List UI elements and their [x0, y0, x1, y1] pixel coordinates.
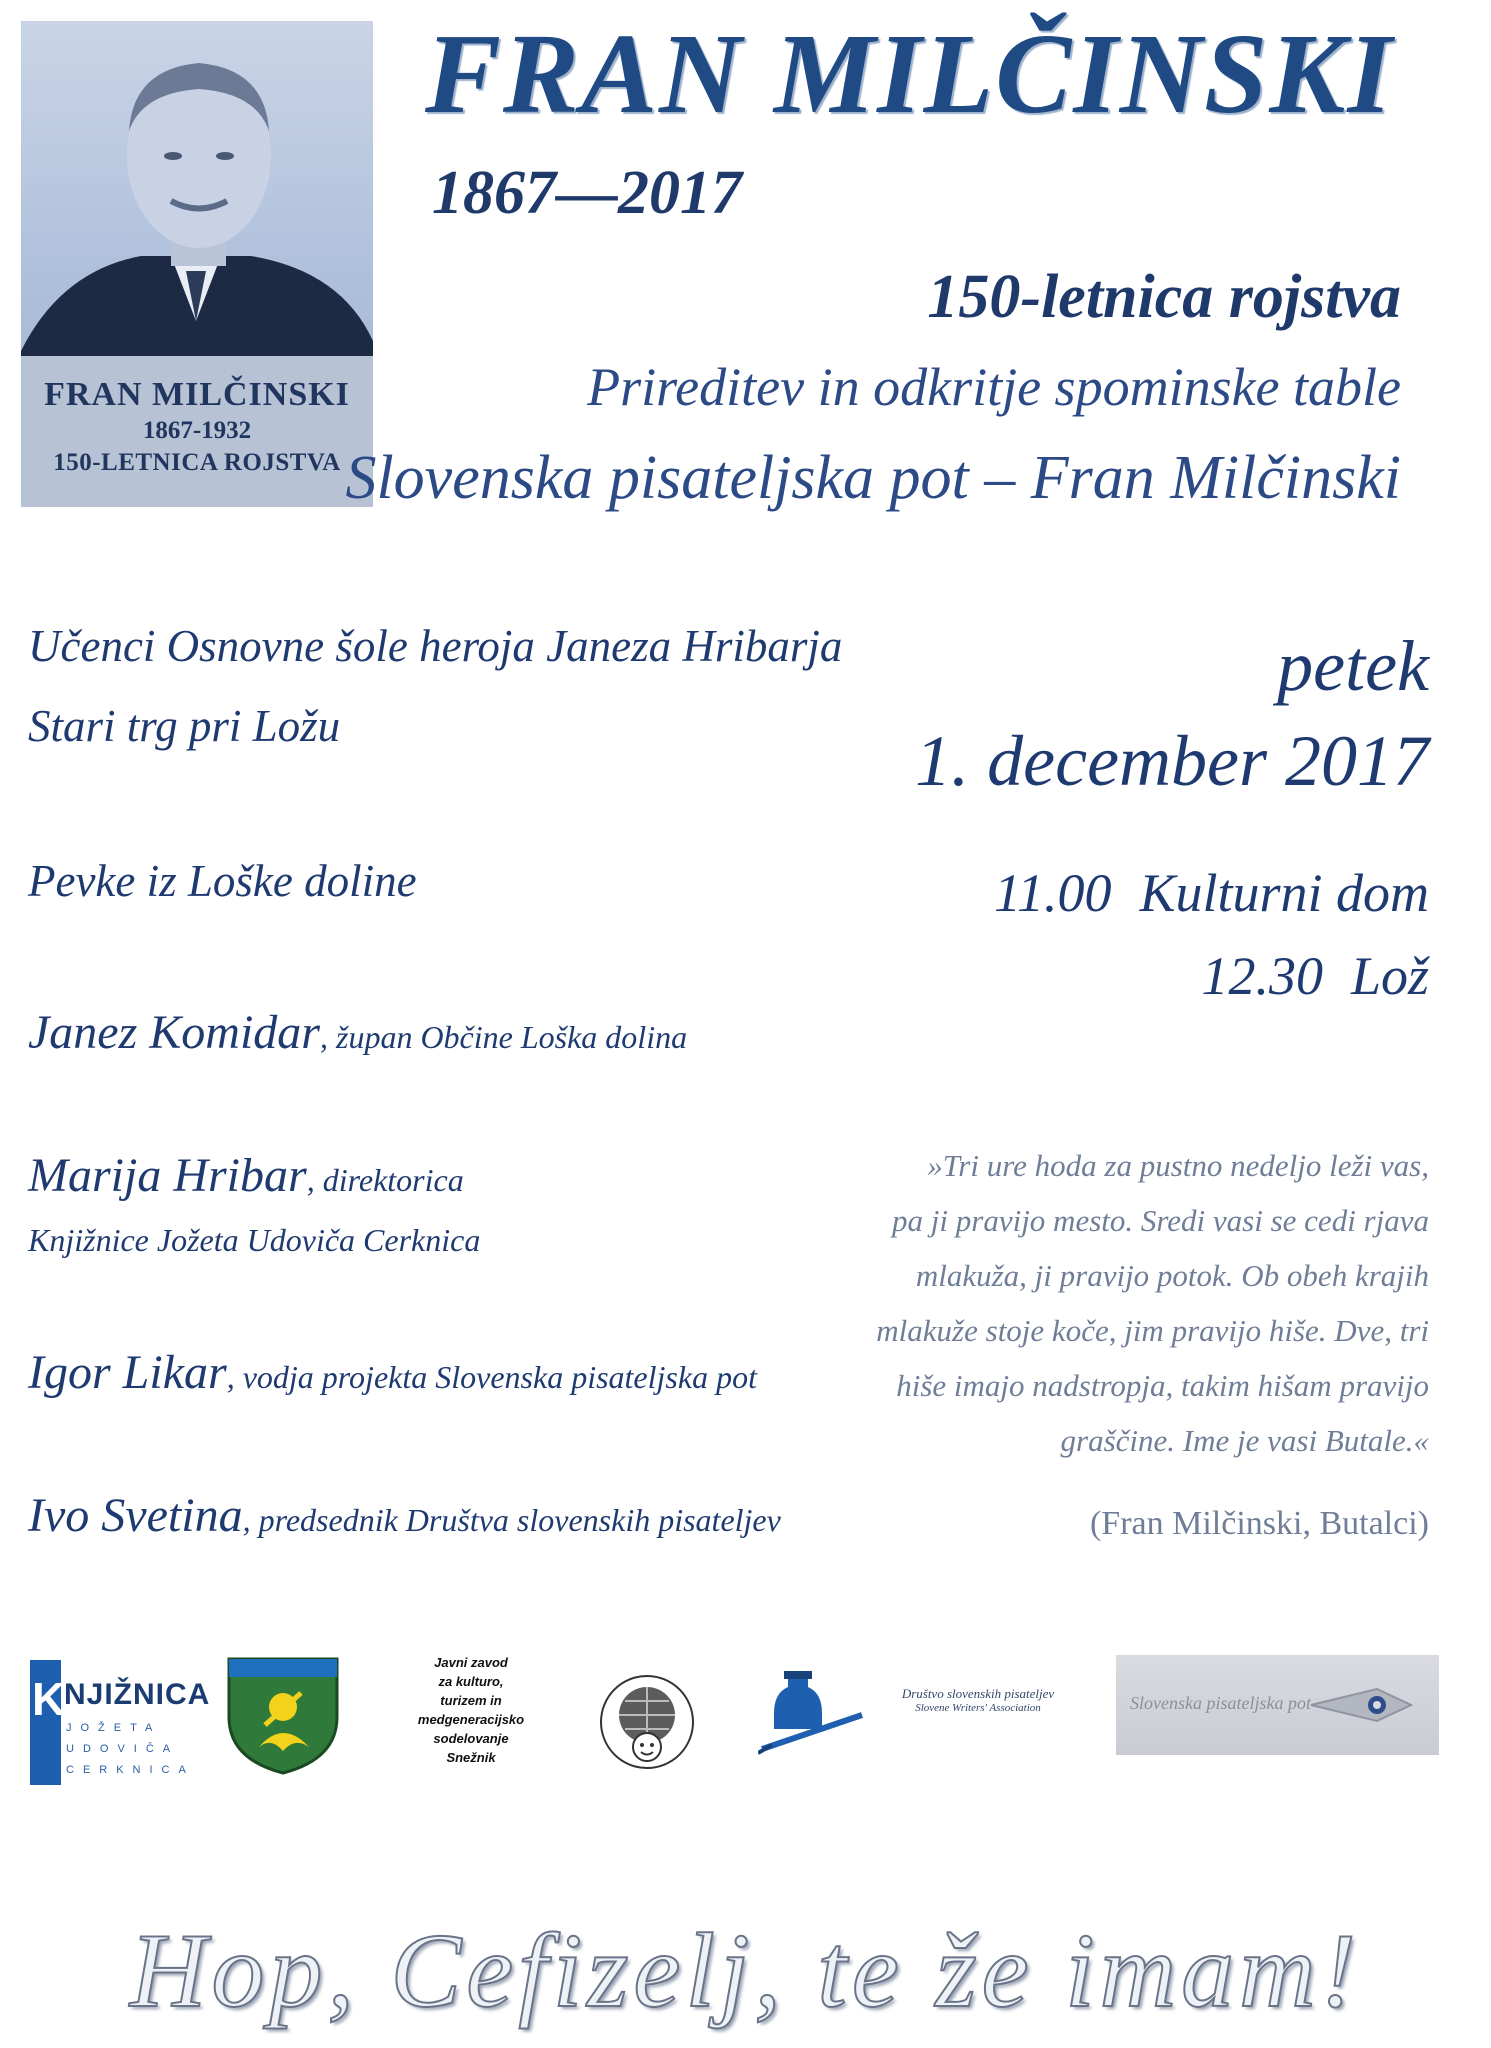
participant-school: Učenci Osnovne šole heroja Janeza Hribarja	[28, 621, 843, 671]
event-date: 1. december 2017	[915, 721, 1429, 801]
quote-line: mlakuže stoje koče, jim pravijo hiše. Dve, tri	[876, 1313, 1429, 1348]
participant-role: , direktorica	[306, 1162, 464, 1198]
participant-name: Marija Hribar	[28, 1149, 307, 1202]
participant-name: Igor Likar	[28, 1346, 227, 1399]
library-logo-k: K	[32, 1673, 66, 1725]
slogan: Hop, Cefizelj, te že imam!	[129, 1912, 1362, 2029]
library-logo-sub: UDOVIČA	[66, 1743, 180, 1755]
participant-singers: Pevke iz Loške doline	[28, 856, 417, 906]
zavod-line: sodelovanje	[433, 1731, 509, 1746]
participant-name: Janez Komidar	[28, 1006, 320, 1059]
portrait-years: 1867-1932	[142, 417, 252, 444]
portrait-photo	[21, 21, 373, 507]
writers-path-logo	[1116, 1655, 1439, 1755]
participant-role-library: Knjižnice Jožeta Udoviča Cerknica	[28, 1222, 481, 1258]
zavod-line: turizem in	[440, 1693, 502, 1708]
title-years: 1867—2017	[432, 159, 742, 227]
portrait-name: FRAN MILČINSKI	[44, 376, 350, 413]
library-logo-word: NJIŽNICA	[64, 1678, 211, 1711]
quote-line: hiše imajo nadstropja, takim hišam pravijo	[896, 1368, 1429, 1403]
participant-mayor	[28, 1005, 687, 1060]
zavod-logo	[410, 1653, 532, 1767]
zavod-line: Snežnik	[446, 1750, 496, 1765]
schedule-place: Kulturni dom	[1139, 863, 1429, 923]
quote-line: mlakuža, ji pravijo potok. Ob obeh krajih	[915, 1258, 1429, 1293]
quote-citation: (Fran Milčinski, Butalci)	[1089, 1505, 1429, 1542]
quote-line: pa ji pravijo mesto. Sredi vasi se cedi rjava	[892, 1203, 1429, 1238]
participant-president	[28, 1488, 781, 1543]
event-subtitle-2: Slovenska pisateljska pot – Fran Milčinski	[345, 444, 1401, 512]
schedule-place: Lož	[1350, 946, 1429, 1006]
quote-line: graščine. Ime je vasi Butale.«	[1060, 1423, 1429, 1458]
event-subtitle: Prireditev in odkritje spominske table	[587, 357, 1401, 417]
pen-nib-icon	[1307, 1683, 1417, 1727]
crest-icon	[225, 1655, 341, 1780]
zavod-line: medgeneracijsko	[417, 1712, 525, 1727]
participant-school-place: Stari trg pri Ložu	[28, 701, 341, 751]
butalci-quote	[869, 1138, 1429, 1468]
participant-role: , predsednik Društva slovenskih pisateljev	[242, 1502, 781, 1538]
schedule-time: 11.00	[993, 863, 1112, 923]
participant-role: , vodja projekta Slovenska pisateljska pot	[226, 1359, 757, 1395]
participant-project-lead	[28, 1345, 757, 1400]
participant-role: , župan Občine Loška dolina	[319, 1019, 688, 1055]
participant-name: Ivo Svetina	[28, 1489, 243, 1542]
event-day: petek	[1277, 626, 1429, 706]
portrait-anniversary: 150-LETNICA ROJSTVA	[53, 449, 341, 476]
zavod-line: Javni zavod	[434, 1655, 508, 1670]
writers-path-text: Slovenska pisateljska pot	[1130, 1693, 1311, 1713]
library-logo	[30, 1660, 211, 1785]
inkwell-pen-icon	[758, 1667, 868, 1762]
page-title: FRAN MILČINSKI	[425, 10, 1394, 137]
quote-line: »Tri ure hoda za pustno nedeljo leži vas,	[927, 1148, 1429, 1183]
zavod-line: za kulturo,	[438, 1674, 504, 1689]
schedule-item	[1201, 945, 1429, 1007]
schedule-time: 12.30	[1201, 946, 1323, 1006]
library-logo-sub: CERKNICA	[66, 1764, 195, 1776]
writers-society-name: Društvo slovenskih pisateljev	[901, 1686, 1055, 1701]
participant-director	[28, 1148, 464, 1203]
library-logo-sub: JOŽETA	[66, 1722, 162, 1734]
anniversary-heading: 150-letnica rojstva	[927, 263, 1401, 331]
writers-society-name-en: Slovene Writers' Association	[915, 1702, 1041, 1714]
writers-society-logo	[868, 1686, 1088, 1716]
school-badge-icon	[597, 1667, 697, 1782]
schedule-item	[994, 862, 1429, 924]
